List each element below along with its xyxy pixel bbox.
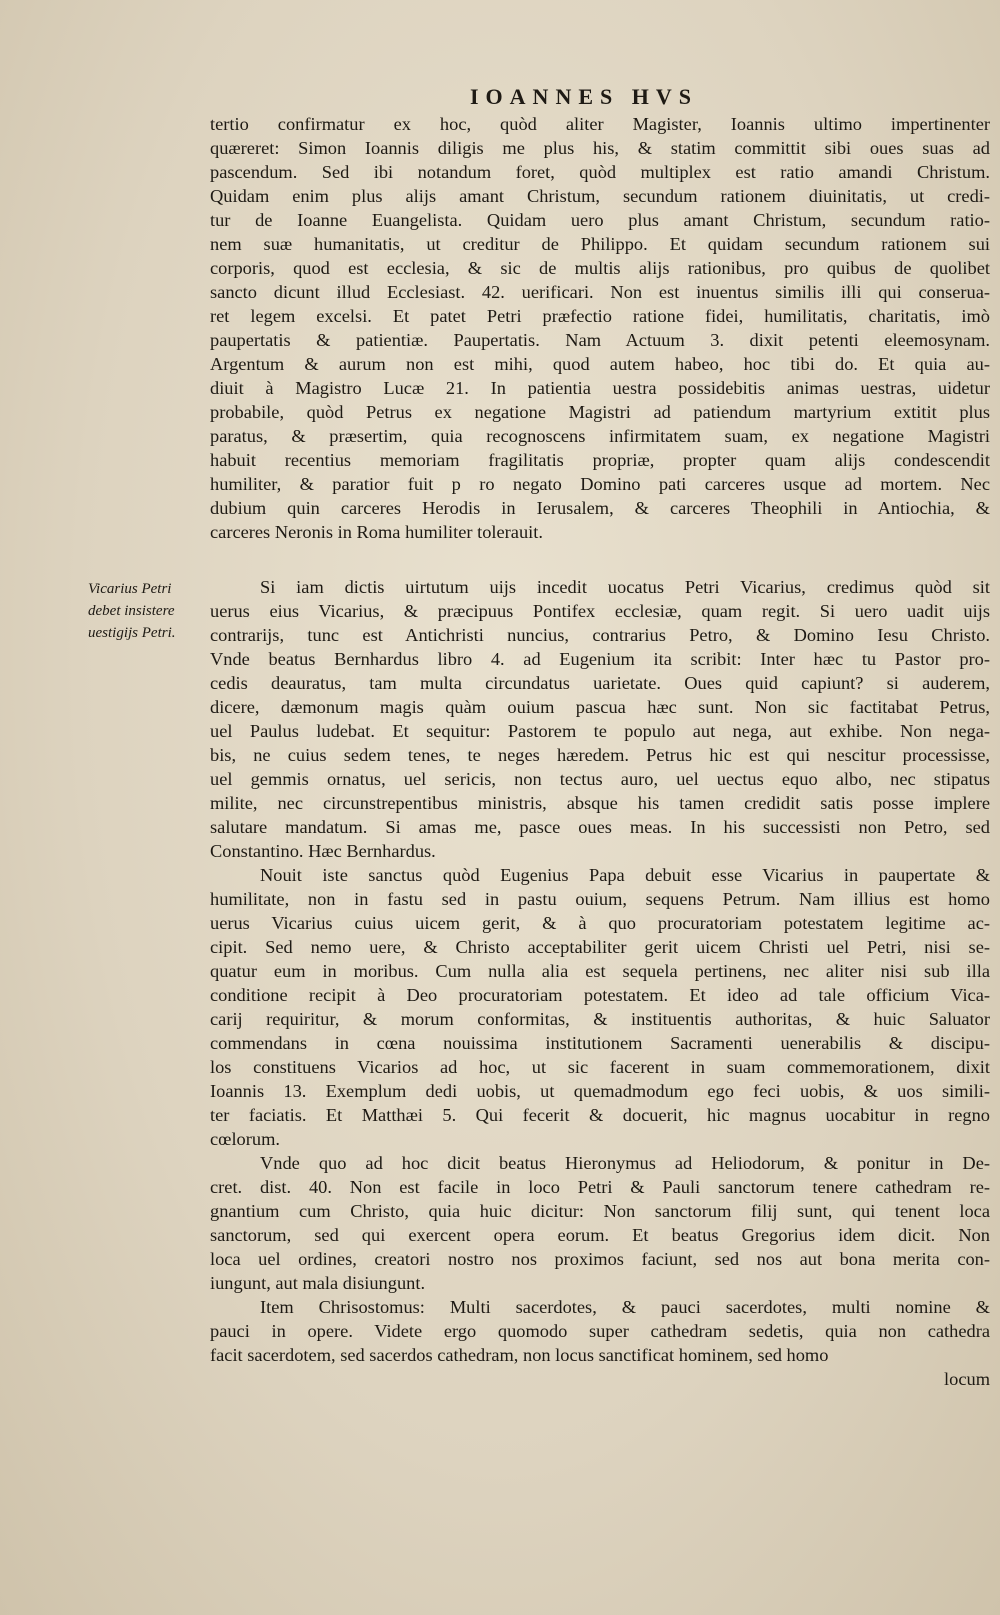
text-line: Argentum & aurum non est mihi, quod autem habeo, hoc tibi do. Et quia au- (210, 354, 990, 374)
marginal-note (88, 578, 208, 644)
text-line: humiliter, & paratior fuit p ro negato Domino pati carceres usque ad mortem. Nec (210, 474, 990, 494)
text-line: paupertatis & patientiæ. Paupertatis. Nam Actuum 3. dixit petenti eleemosynam. (210, 330, 990, 350)
text-line: tur de Ioanne Euangelista. Quidam uero plus amant Christum, secundum ratio- (210, 210, 990, 230)
text-line: uel gemmis ornatus, uel sericis, non tectus auro, uel uectus equo albo, nec stipatus (210, 769, 990, 789)
text-line: los constituens Vicarios ad hoc, ut sic facerent in suam commemorationem, dixit (210, 1057, 990, 1077)
text-line: paratus, & præsertim, quia recognoscens infirmitatem suam, ex negatione Magistri (210, 426, 990, 446)
text-line: carij requiritur, & morum conformitas, & instituentis authoritas, & huic Saluator (210, 1009, 990, 1029)
text-line: bis, ne cuius sedem tenes, te neges hæredem. Petrus hic est qui nescitur processisse, (210, 745, 990, 765)
text-line: dicere, dæmonum magis quàm ouium pascua hæc sunt. Non sic factitabat Petrus, (210, 697, 990, 717)
text-line: facit sacerdotem, sed sacerdos cathedram, non locus sanctificat hominem, sed homo (210, 1345, 829, 1365)
text-line: Ioannis 13. Exemplum dedi uobis, ut quemadmodum ego feci uobis, & uos simili- (210, 1081, 990, 1101)
text-line: gnantium cum Christo, quia huic dicitur: Non sanctorum filij sunt, qui tenent loca (210, 1201, 990, 1221)
text-line: cret. dist. 40. Non est facile in loco Petri & Pauli sanctorum tenere cathedram re- (210, 1177, 990, 1197)
paragraph-gap (210, 544, 990, 575)
text-line: Vnde beatus Bernhardus libro 4. ad Eugenium ita scribit: Inter hæc tu Pastor pro- (210, 649, 990, 669)
text-line: tertio confirmatur ex hoc, quòd aliter Magister, Ioannis ultimo impertinenter (210, 114, 990, 134)
text-line: cipit. Sed nemo uere, & Christo acceptabiliter gerit uicem Christi uel Petri, nisi se- (210, 937, 990, 957)
text-line: milite, nec circunstrepentibus ministris, absque his tamen credidit satis posse implere (210, 793, 990, 813)
running-header: IOANNES HVS (470, 84, 698, 109)
text-line: commendans in cœna nouissima institutionem Sacramenti uenerabilis & discipu- (210, 1033, 990, 1053)
text-line: Si iam dictis uirtutum uijs incedit uocatus Petri Vicarius, credimus quòd sit (260, 577, 990, 597)
marginal-note-line: uestigijs Petri. (88, 625, 176, 641)
text-line: uel Paulus ludebat. Et sequitur: Pastorem te populo aut nega, aut exhibe. Non nega- (210, 721, 990, 741)
text-line: quatur eum in moribus. Cum nulla alia est sequela pertinens, nec aliter nisi sub illa (210, 961, 990, 981)
text-line: cedis deauratus, tam multa circundatus uarietate. Oues quid capiunt? si auderem, (210, 673, 990, 693)
text-line: uerus eius Vicarius, & præcipuus Pontifex ecclesiæ, quam regit. Si uero uadit uijs (210, 601, 990, 621)
text-line: Item Chrisostomus: Multi sacerdotes, & pauci sacerdotes, multi nomine & (260, 1297, 990, 1317)
body-text (210, 112, 990, 1391)
text-line: habuit recentius memoriam fragilitatis propriæ, propter quam alijs condescendit (210, 450, 990, 470)
paragraph (210, 863, 990, 1151)
text-line: quæreret: Simon Ioannis diligis me plus his, & statim committit sibi oues suas ad (210, 138, 990, 158)
text-line: diuit à Magistro Lucæ 21. In patientia uestra possidebitis animas uestras, uidetur (210, 378, 990, 398)
text-line: Vnde quo ad hoc dicit beatus Hieronymus ad Heliodorum, & ponitur in De- (260, 1153, 990, 1173)
text-line: nem suæ humanitatis, ut creditur de Philippo. Et quidam secundum rationem sui (210, 234, 990, 254)
text-line: sanctorum, sed qui exercent opera eorum. Et beatus Gregorius idem dicit. Non (210, 1225, 990, 1245)
text-line: corporis, quod est ecclesia, & sic de multis alijs rationibus, pro quibus de quolibet (210, 258, 990, 278)
paragraph (210, 575, 990, 863)
text-line: pauci in opere. Videte ergo quomodo super cathedram sedetis, quia non cathedra (210, 1321, 990, 1341)
text-line: probabile, quòd Petrus ex negatione Magistri ad patiendum martyrium extitit plus (210, 402, 990, 422)
text-line: salutare mandatum. Si amas me, pasce oues meas. In his successisti non Petro, sed (210, 817, 990, 837)
paragraph (210, 112, 990, 544)
marginal-note-line: Vicarius Petri (88, 581, 172, 597)
catchword: locum (944, 1369, 990, 1389)
text-line: pascendum. Sed ibi notandum foret, quòd multiplex est ratio amandi Christum. (210, 162, 990, 182)
text-line: sancto dicunt illud Ecclesiast. 42. uerificari. Non est inuentus similis illi qui conserua- (210, 282, 990, 302)
text-line: carceres Neronis in Roma humiliter tolerauit. (210, 522, 543, 542)
text-line: Constantino. Hæc Bernhardus. (210, 841, 436, 861)
text-line: conditione recipit à Deo procuratoriam potestatem. Et ideo ad tale officium Vica- (210, 985, 990, 1005)
text-line: Nouit iste sanctus quòd Eugenius Papa debuit esse Vicarius in paupertate & (260, 865, 990, 885)
paragraph (210, 1295, 990, 1367)
text-line: dubium quin carceres Herodis in Ierusalem, & carceres Theophili in Antiochia, & (210, 498, 990, 518)
text-line: humilitate, non in fastu sed in pastu ouium, sequens Petrum. Nam illius est homo (210, 889, 990, 909)
paragraph (210, 1151, 990, 1295)
text-line: iungunt, aut mala disiungunt. (210, 1273, 426, 1293)
text-line: loca uel ordines, creatori nostro nos proximos faciunt, sed nos aut bona merita con- (210, 1249, 990, 1269)
text-line: Quidam enim plus alijs amant Christum, secundum rationem diuinitatis, ut credi- (210, 186, 990, 206)
text-line: ret legem excelsi. Et patet Petri præfectio ratione fidei, humilitatis, charitatis, imò (210, 306, 990, 326)
text-line: ter faciatis. Et Matthæi 5. Qui fecerit & docuerit, hic magnus uocabitur in regno (210, 1105, 990, 1125)
text-line: uerus Vicarius cuius uicem gerit, & à quo procuratoriam potestatem legitime ac- (210, 913, 990, 933)
text-line: cœlorum. (210, 1129, 280, 1149)
marginal-note-line: debet insistere (88, 603, 175, 619)
text-line: contrarijs, tunc est Antichristi nuncius, contrarius Petro, & Domino Iesu Christo. (210, 625, 990, 645)
